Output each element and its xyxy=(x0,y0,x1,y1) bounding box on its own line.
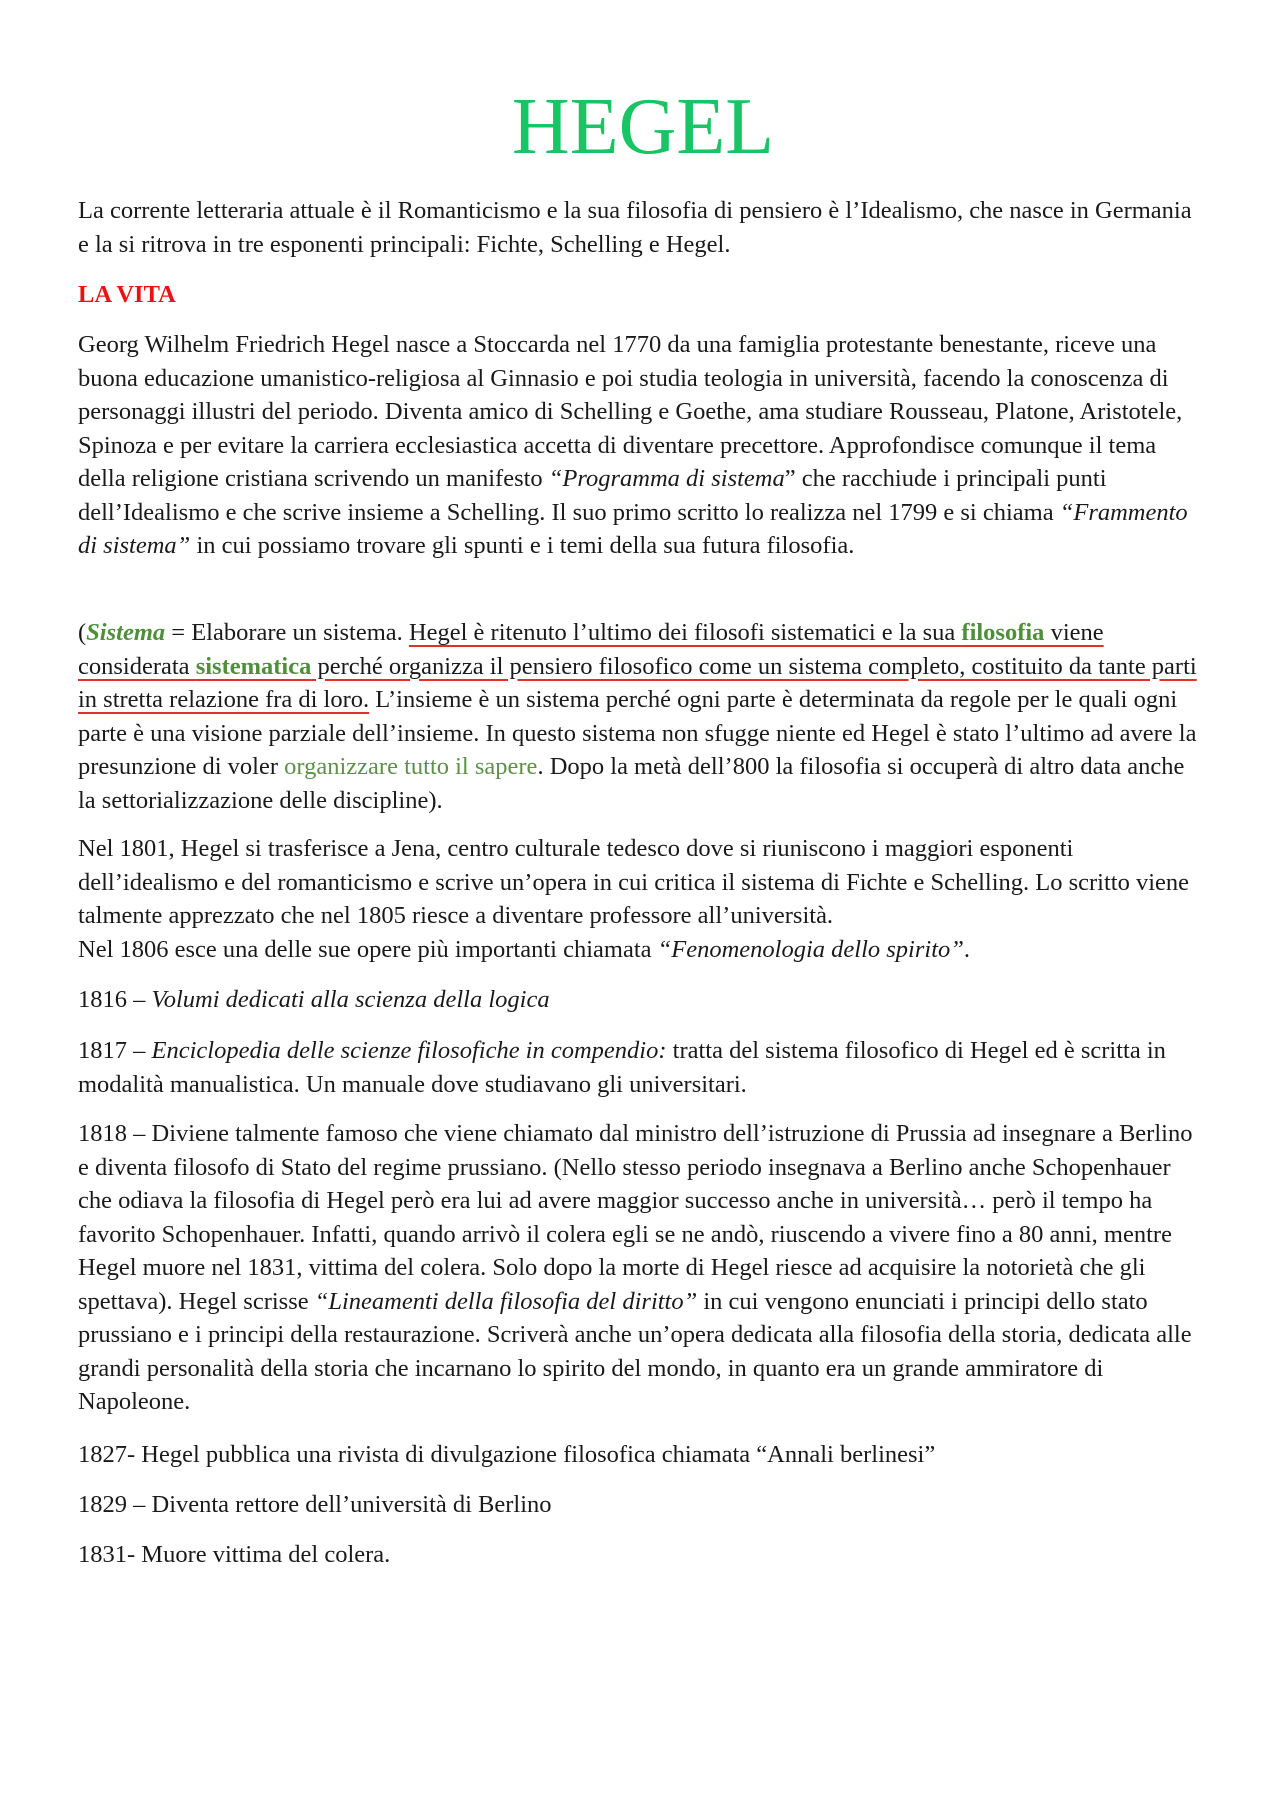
document-title: HEGEL xyxy=(511,83,775,171)
italic-title-fenomenologia: “Fenomenologia dello spirito” xyxy=(657,935,964,963)
text-run: Nel 1801, Hegel si trasferisce a Jena, centro culturale tedesco dove si riuniscono i maggiori esponenti dell’idealismo e del romanticismo e scrive un’opera in cui critica il sistema di Fichte e Schelling. Lo scritto viene talmente apprezzato che nel 1805 riesce a diventare professore all’università. xyxy=(78,835,1190,929)
text-run: in cui vengono enunciati i principi dello stato prussiano e i principi della restaurazione. Scriverà anche un’opera dedicata alla filosofia della storia, dedicata alle grandi personalità della storia che incarnano lo spirito del mondo, in quanto era un grande ammiratore di Napoleone. xyxy=(78,1287,1192,1415)
text-run: . Dopo la metà dell’800 la filosofia si occuperà di altro data anche la settorializzazione delle discipline). xyxy=(78,753,1185,814)
text-run: tratta del sistema filosofico di Hegel ed è scritta in modalità manualistica. Un manuale dove studiavano gli universitari. xyxy=(78,1037,1166,1098)
text-run: ( xyxy=(78,619,87,646)
text-run: Georg Wilhelm Friedrich Hegel nasce a Stoccarda nel 1770 da una famiglia protestante benestante, riceve una buona educazione umanistico-religiosa al Ginnasio e poi studia teologia in università, facendo la conoscenza di personaggi illustri del periodo. Diventa amico di Schelling e Goethe, ama studiare Rousseau, Platone, Aristotele, Spinoza e per evitare la carriera ecclesiastica accetta di diventare precettore. Approfondisce comunque il tema della religione cristiana scrivendo un manifesto xyxy=(78,331,1183,492)
work-title: “Lineamenti della filosofia del diritto” xyxy=(314,1287,698,1315)
text-run: 1818 – Diviene talmente famoso che viene chiamato dal ministro dell’istruzione di Prussia ad insegnare a Berlino e diventa filosofo di Stato del regime prussiano. (Nello stesso periodo insegnava a Berlino anche Schopenhauer che odiava la filosofia di Hegel però era lui ad avere maggior successo anche in università… però il tempo ha favorito Schopenhauer. Infatti, quando arrivò il colera egli se ne andò, riuscendo a vivere fino a 80 anni, mentre Hegel muore nel 1831, vittima del colera. Solo dopo la morte di Hegel riesce ad acquisire la notorietà che gli spettava). Hegel scrisse xyxy=(78,1120,1193,1315)
highlight-organizzare: organizzare tutto il sapere xyxy=(284,753,538,780)
term-sistema: Sistema xyxy=(86,619,166,646)
underlined-text: Hegel è ritenuto l’ultimo dei filosofi sistematici e la sua xyxy=(408,619,962,646)
italic-title-programma: “Programma di sistema xyxy=(548,465,785,492)
highlight-sistematica: sistematica xyxy=(195,652,312,680)
text-run: Nel 1806 esce una delle sue opere più importanti chiamata xyxy=(78,935,658,963)
work-title: Volumi dedicati alla scienza della logica xyxy=(151,986,550,1013)
system-paragraph xyxy=(78,616,1208,817)
text-run: L’insieme è un sistema perché ogni parte è determinata da regole per le quali ogni parte è una visione parziale dell’insieme. In questo sistema non sfugge niente ed Hegel è stato l’ultimo ad avere la presunzione di voler xyxy=(78,686,1197,780)
year-label: 1817 – xyxy=(78,1037,152,1064)
jena-paragraph xyxy=(78,832,1208,966)
highlight-filosofia: filosofia xyxy=(961,619,1045,646)
text-run: in cui possiamo trovare gli spunti e i temi della sua futura filosofia. xyxy=(190,532,855,559)
intro-paragraph: La corrente letteraria attuale è il Romanticismo e la sua filosofia di pensiero è l’Idealismo, che nasce in Germania e la si ritrova in tre esponenti principali: Fichte, Schelling e Hegel. xyxy=(78,197,1192,258)
text-run: = Elaborare un sistema. xyxy=(165,619,409,646)
section-heading-la-vita: LA VITA xyxy=(78,281,176,308)
life-paragraph xyxy=(78,328,1208,563)
timeline-1818 xyxy=(78,1117,1208,1419)
timeline-1829: 1829 – Diventa rettore dell’università di Berlino xyxy=(78,1491,552,1518)
underlined-text: viene considerata xyxy=(78,619,1104,680)
underlined-text: perché organizza il pensiero filosofico come un sistema completo, costituito da tante parti in stretta relazione fra di loro. xyxy=(78,652,1197,713)
italic-title-frammento: “Frammento di sistema” xyxy=(78,498,1188,559)
timeline-1817 xyxy=(78,1034,1208,1101)
timeline-1831: 1831- Muore vittima del colera. xyxy=(78,1541,391,1568)
text-run: . xyxy=(963,935,971,963)
timeline-1816 xyxy=(78,983,1208,1017)
timeline-1827: 1827- Hegel pubblica una rivista di divulgazione filosofica chiamata “Annali berlinesi” xyxy=(78,1441,936,1468)
text-run: ” che racchiude i principali punti dell’Idealismo e che scrive insieme a Schelling. Il suo primo scritto lo realizza nel 1799 e si chiama xyxy=(78,465,1107,526)
year-label: 1816 – xyxy=(78,986,152,1013)
work-title: Enciclopedia delle scienze filosofiche in compendio: xyxy=(151,1037,667,1064)
